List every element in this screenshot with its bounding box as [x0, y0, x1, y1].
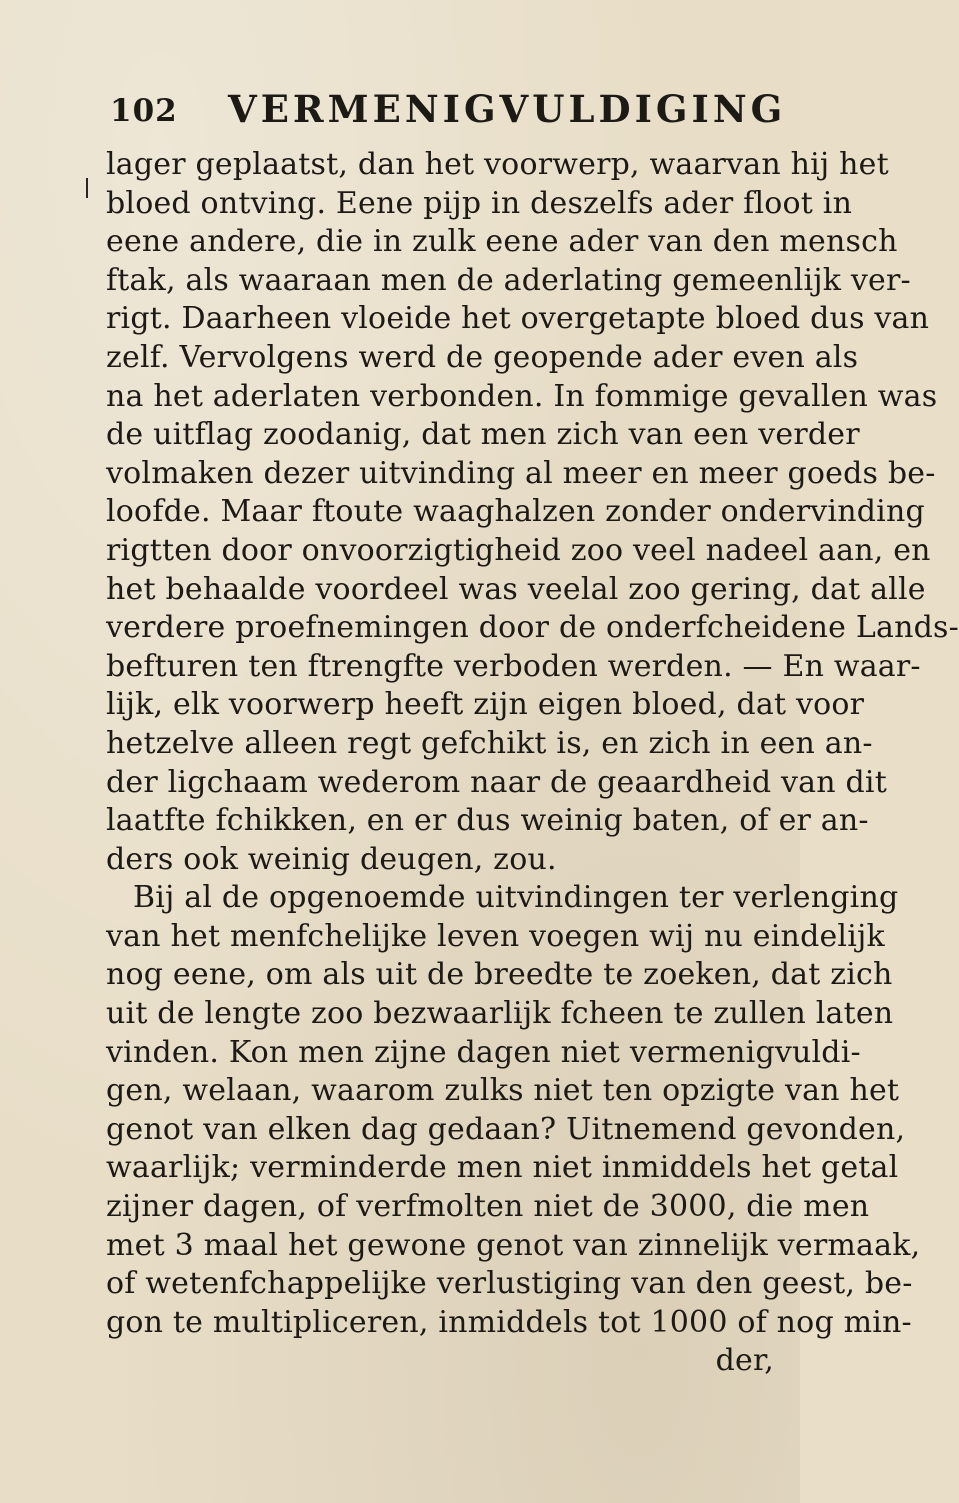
text-line: het behaalde voordeel was veelal zoo gering, dat alle [106, 571, 926, 607]
text-line: nog eene, om als uit de breedte te zoeken, dat zich [106, 957, 893, 993]
catchword: der, [715, 1343, 774, 1379]
text-line: rigt. Daarheen vloeide het overgetapte bloed dus van [106, 301, 930, 337]
text-line: verdere proefnemingen door de onderfcheidene Lands- [106, 610, 959, 646]
page-header [110, 85, 787, 135]
text-line: zelf. Vervolgens werd de geopende ader even als [106, 339, 859, 375]
text-line: de uitflag zoodanig, dat men zich van een verder [106, 417, 860, 453]
text-line: genot van elken dag gedaan? Uitnemend gevonden, [106, 1111, 906, 1147]
text-line: gen, welaan, waarom zulks niet ten opzigte van het [106, 1073, 900, 1109]
text-line: hetzelve alleen regt gefchikt is, en zich in een an- [106, 725, 873, 761]
running-title: VERMENIGVULDIGING [228, 87, 787, 131]
text-line: ftak, als waaraan men de aderlating gemeenlijk ver- [106, 262, 911, 298]
text-line: lager geplaatst, dan het voorwerp, waarvan hij het [106, 147, 889, 182]
text-line: of wetenfchappelijke verlustiging van den geest, be- [106, 1266, 913, 1302]
text-line: bloed ontving. Eene pijp in deszelfs ader floot in [106, 185, 853, 221]
text-line: uit de lengte zoo bezwaarlijk fcheen te zullen laten [106, 996, 894, 1032]
text-line: rigtten door onvoorzigtigheid zoo veel nadeel aan, en [106, 532, 931, 568]
body-text [106, 146, 959, 1381]
text-line: befturen ten ftrengfte verboden werden. — En waar- [106, 648, 921, 684]
paragraph-start-line: Bij al de opgenoemde uitvindingen ter verlenging [133, 880, 899, 916]
text-line: laatfte fchikken, en er dus weinig baten, of er an- [106, 803, 869, 839]
text-line: volmaken dezer uitvinding al meer en meer goeds be- [106, 455, 936, 491]
margin-mark [86, 178, 88, 198]
text-line: der ligchaam wederom naar de geaardheid van dit [106, 764, 887, 800]
text-line: van het menfchelijke leven voegen wij nu eindelijk [106, 918, 885, 954]
text-line: met 3 maal het gewone genot van zinnelijk vermaak, [106, 1227, 921, 1263]
paragraph-end-line: ders ook weinig deugen, zou. [106, 841, 557, 877]
text-line: waarlijk; verminderde men niet inmiddels het getal [106, 1150, 899, 1186]
text-line: zijner dagen, of verfmolten niet de 3000, die men [106, 1189, 870, 1225]
text-line: lijk, elk voorwerp heeft zijn eigen bloed, dat voor [106, 687, 865, 723]
text-line: na het aderlaten verbonden. In fommige gevallen was [106, 378, 938, 414]
text-line: loofde. Maar ftoute waaghalzen zonder ondervinding [106, 494, 925, 530]
text-line: eene andere, die in zulk eene ader van den mensch [106, 224, 898, 260]
text-line: gon te multipliceren, inmiddels tot 1000 of nog min- [106, 1304, 912, 1340]
text-line: vinden. Kon men zijne dagen niet vermenigvuldi- [106, 1034, 861, 1070]
page-number: 102 [110, 93, 178, 129]
